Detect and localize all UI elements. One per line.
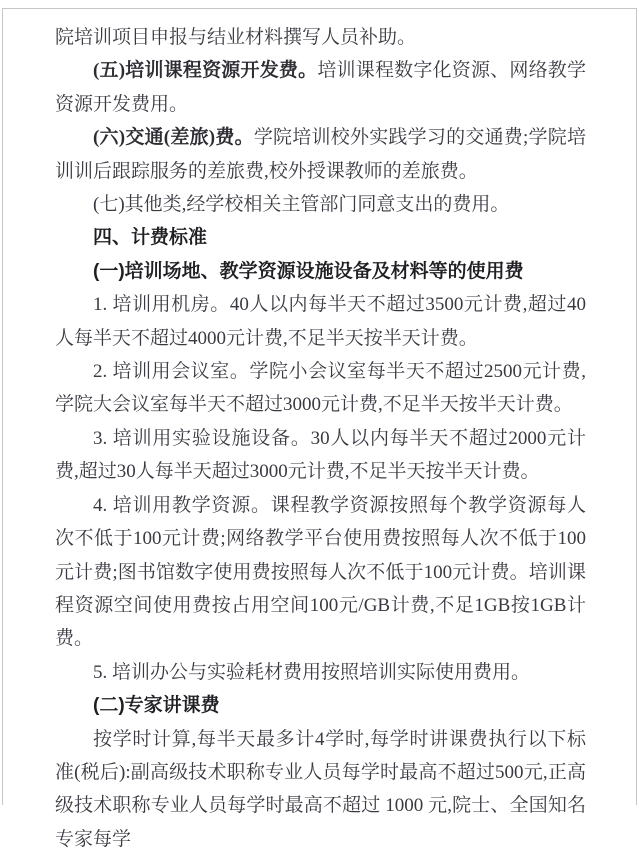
section-heading: 四、计费标准	[93, 227, 208, 249]
paragraph: 4. 培训用教学资源。课程教学资源按照每个教学资源每人次不低于100元计费;网络教学平台使用费按照每人次不低于100元计费;图书馆数字使用费按照每人次不低于100元计费。培训课程资源空间使用费按占用空间100元/GB计费,不足1GB按1GB计费。	[55, 494, 586, 650]
paragraph: 院培训项目申报与结业材料撰写人员补助。	[55, 27, 417, 48]
section-heading: (一)培训场地、教学资源设施设备及材料等的使用费	[93, 260, 524, 282]
section-heading: (二)专家讲课费	[93, 695, 220, 717]
paragraph: (七)其他类,经学校相关主管部门同意支出的费用。	[93, 194, 510, 216]
paragraph: 3. 培训用实验设施设备。30人以内每半天不超过2000元计费,超过30人每半天超过3000元计费,不足半天按半天计费。	[55, 427, 586, 483]
document-content	[55, 21, 586, 856]
paragraph-lead: (六)交通(差旅)费。	[93, 127, 254, 149]
paragraph: 1. 培训用机房。40人以内每半天不超过3500元计费,超过40人每半天不超过4000元计费,不足半天按半天计费。	[55, 294, 586, 349]
paragraph: 2. 培训用会议室。学院小会议室每半天不超过2500元计费,学院大会议室每半天不超过3000元计费,不足半天按半天计费。	[55, 361, 586, 416]
paragraph: 按学时计算,每半天最多计4学时,每学时讲课费执行以下标准(税后):副高级技术职称专业人员每学时最高不超过500元,正高级技术职称专业人员每学时最高不超过 1000 元,院士、全国知名专家每学	[55, 728, 586, 850]
paragraph-lead: (五)培训课程资源开发费。	[93, 60, 318, 82]
paragraph: (五)培训课程资源开发费。培训课程数字化资源、网络教学资源开发费用。	[55, 60, 586, 115]
paragraph: (六)交通(差旅)费。学院培训校外实践学习的交通费;学院培训训后跟踪服务的差旅费,校外授课教师的差旅费。	[55, 127, 586, 182]
paragraph: 5. 培训办公与实验耗材费用按照培训实际使用费用。	[93, 661, 531, 683]
